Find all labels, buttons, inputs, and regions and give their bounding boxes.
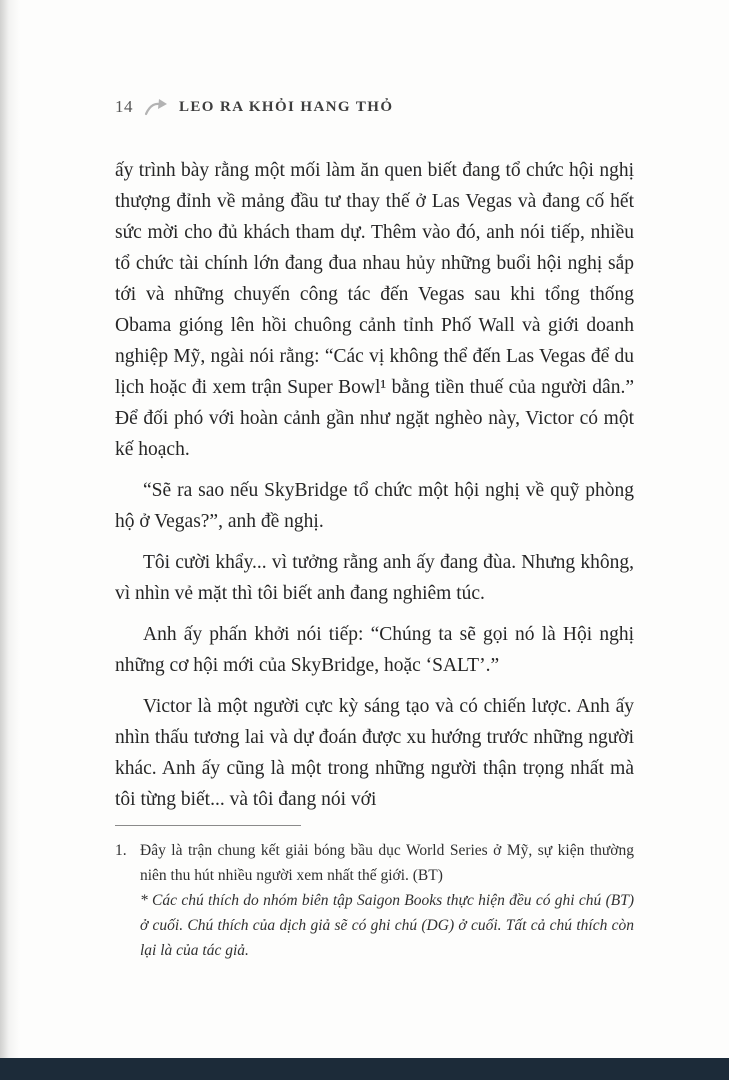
rabbit-swoosh-icon (144, 97, 168, 117)
footnote-text: * Các chú thích do nhóm biên tập Saigon Books thực hiện đều có ghi chú (BT) ở cuối. Chú thích của dịch giả sẽ có ghi chú (DG) ở cuối. Tất cả chú thích còn lại là của tác giả. (140, 892, 634, 959)
footnote-marker: 1. (115, 842, 127, 859)
paragraph: “Sẽ ra sao nếu SkyBridge tổ chức một hội nghị về quỹ phòng hộ ở Vegas?”, anh đề nghị. (115, 480, 634, 532)
content-column (115, 97, 634, 963)
page-number: 14 (115, 97, 133, 116)
running-header (115, 97, 634, 117)
footnote-item (115, 838, 634, 888)
footnote-separator (115, 825, 301, 826)
paragraph: ấy trình bày rằng một mối làm ăn quen biết đang tổ chức hội nghị thượng đỉnh về mảng đầu tư thay thế ở Las Vegas và đang cố hết sức mời cho đủ khách tham dự. Thêm vào đó, anh nói tiếp, nhiều tổ chức tài chính lớn đang đua nhau hủy những buổi hội nghị sắp tới và những chuyến công tác đến Vegas sau khi tổng thống Obama gióng lên hồi chuông cảnh tỉnh Phố Wall và giới doanh nghiệp Mỹ, ngài nói rằng: “Các vị không thể đến Las Vegas để du lịch hoặc đi xem trận Super Bowl¹ bằng tiền thuế của người dân.” Để đối phó với hoàn cảnh gần như ngặt nghèo này, Victor có một kế hoạch. (115, 160, 634, 460)
paragraph: Tôi cười khẩy... vì tưởng rằng anh ấy đang đùa. Nhưng không, vì nhìn vẻ mặt thì tôi biết anh đang nghiêm túc. (115, 552, 634, 604)
footnotes (115, 838, 634, 963)
footnote-item (115, 888, 634, 963)
paragraph: Victor là một người cực kỳ sáng tạo và có chiến lược. Anh ấy nhìn thấu tương lai và dự đoán được xu hướng trước những người khác. Anh ấy cũng là một trong những người thận trọng nhất mà tôi từng biết... và tôi đang nói với (115, 696, 634, 810)
scan-edge-shadow (0, 0, 20, 1080)
footnote-text: Đây là trận chung kết giải bóng bầu dục World Series ở Mỹ, sự kiện thường niên thu hút nhiều người xem nhất thế giới. (BT) (140, 842, 634, 884)
bottom-color-bar (0, 1058, 729, 1080)
page-body (115, 155, 634, 815)
paragraph: Anh ấy phấn khởi nói tiếp: “Chúng ta sẽ gọi nó là Hội nghị những cơ hội mới của SkyBridge, hoặc ‘SALT’.” (115, 624, 634, 676)
running-title: LEO RA KHỎI HANG THỎ (179, 98, 394, 115)
